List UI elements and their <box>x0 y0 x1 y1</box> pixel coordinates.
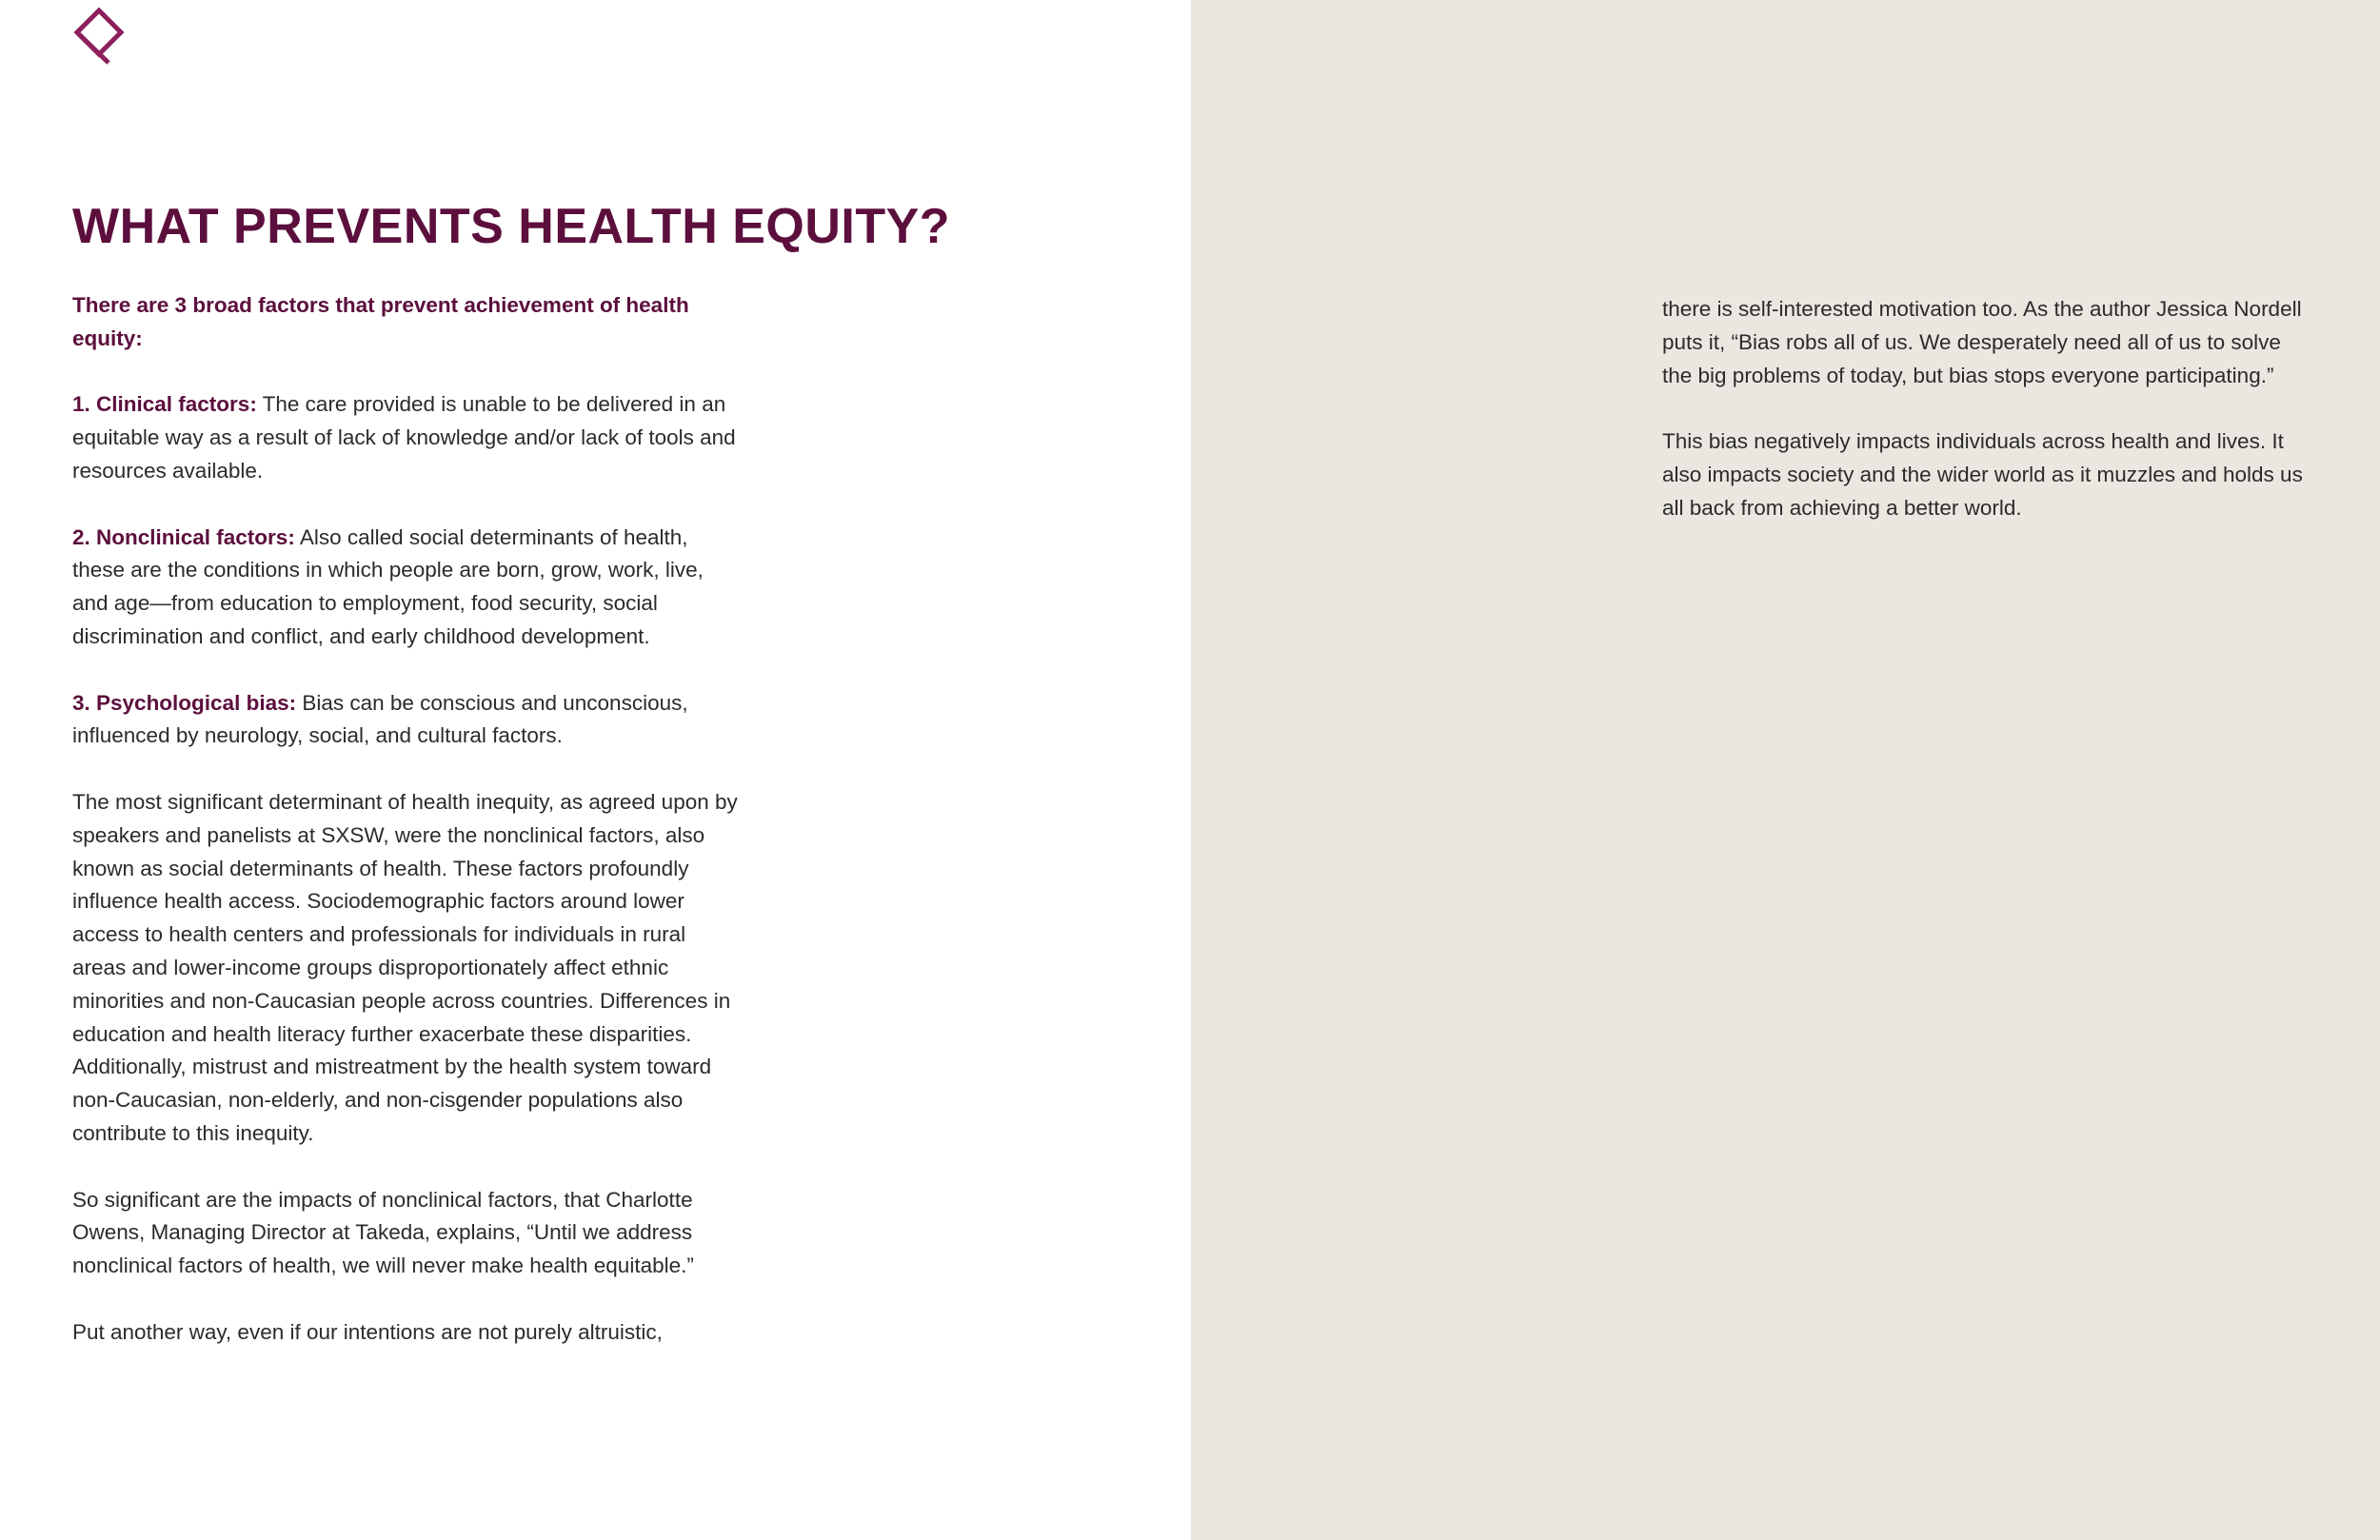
left-column-text <box>72 289 739 1382</box>
factor-clinical <box>72 388 739 487</box>
body-paragraph-determinants: The most significant determinant of health inequity, as agreed upon by speakers and panelists at SXSW, were the nonclinical factors, also known as social determinants of health. These factors profoundly influence health access. Sociodemographic factors around lower access to health centers and professionals for individuals in rural areas and lower-income groups disproportionately affect ethnic minorities and non-Caucasian people across countries. Differences in education and health literacy further exacerbate these disparities. Additionally, mistrust and mistreatment by the health system toward non-Caucasian, non-elderly, and non-cisgender populations also contribute to this inequity. <box>72 789 738 1145</box>
factor-nonclinical <box>72 522 739 654</box>
intro-statement: There are 3 broad factors that prevent achievement of health equity: <box>72 293 689 350</box>
body-paragraph-quote: So significant are the impacts of nonclinical factors, that Charlotte Owens, Managing Director at Takeda, explains, “Until we address nonclinical factors of health, we will never make health equitable.” <box>72 1187 694 1278</box>
diamond-p-logo-icon <box>70 6 128 67</box>
factor-text: Also called social determinants of health, these are the conditions in which people are born, grow, work, live, and age—from education to employment, food security, social discrimination and conflict, and early childhood development. <box>72 524 704 648</box>
body-paragraph-motivation: there is self-interested motivation too. As the author Jessica Nordell puts it, “Bias robs all of us. We desperately need all of us to solve the big problems of today, but bias stops everyone participating.” <box>1662 297 2302 387</box>
right-page <box>1191 0 2380 1540</box>
page-headline: WHAT PREVENTS HEALTH EQUITY? <box>72 199 951 254</box>
factor-psychological-bias <box>72 687 739 754</box>
body-paragraph-impact: This bias negatively impacts individuals across health and lives. It also impacts society and the wider world as it muzzles and holds us all back from achieving a better world. <box>1662 429 2303 520</box>
right-column-text <box>1662 293 2310 558</box>
factor-label: 3. Psychological bias: <box>72 690 297 715</box>
factor-text: The care provided is unable to be delivered in an equitable way as a result of lack of knowledge and/or lack of tools and resources available. <box>72 392 736 483</box>
factor-label: 1. Clinical factors: <box>72 392 257 417</box>
body-paragraph-continued: Put another way, even if our intentions are not purely altruistic, <box>72 1319 663 1344</box>
factor-label: 2. Nonclinical factors: <box>72 524 295 549</box>
factor-text: Bias can be conscious and unconscious, influenced by neurology, social, and cultural factors. <box>72 690 688 748</box>
